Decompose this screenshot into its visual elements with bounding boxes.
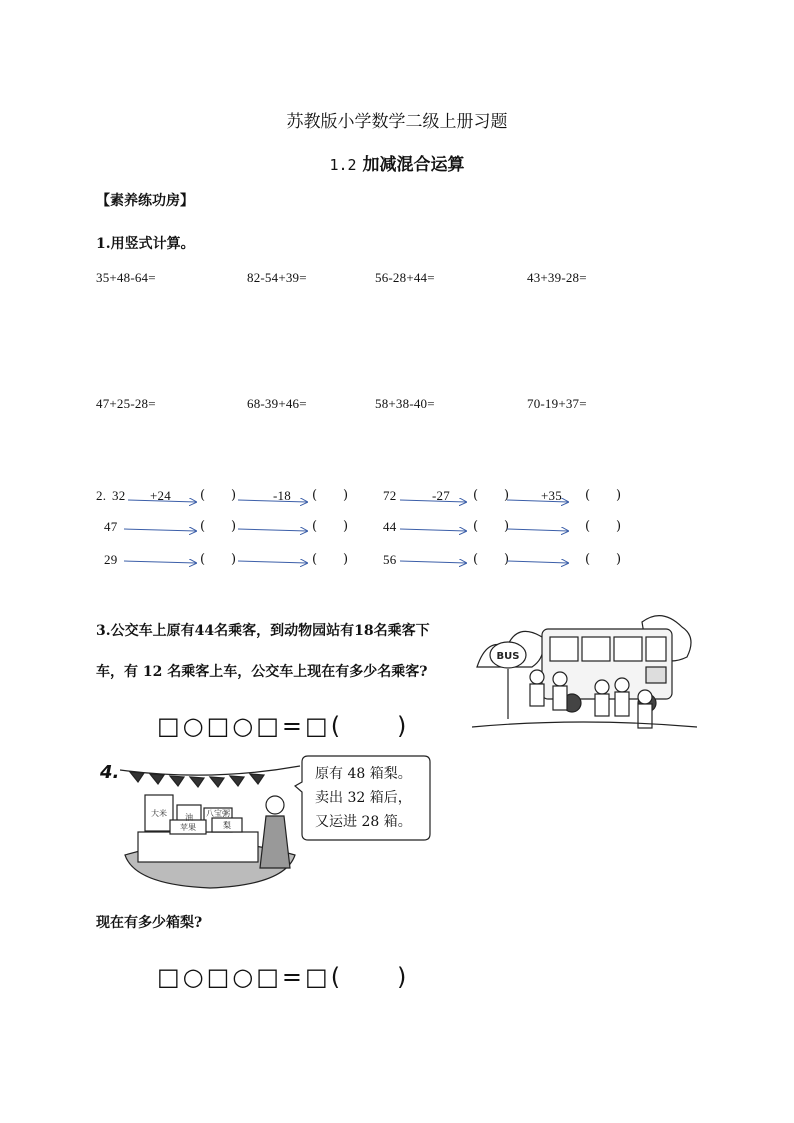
q2-start-number: 32 [112,488,126,503]
page-title: 苏教版小学数学二级上册习题 [286,112,508,132]
arrow [507,500,568,502]
q1-expr: 58+38-40= [375,396,435,411]
arrow [507,529,568,531]
box-label: 苹果 [180,823,196,832]
q1-expr: 70-19+37= [527,396,587,411]
q2-start-number: 56 [383,552,397,567]
arrow [124,561,196,563]
q3-text-line1: 3.公交车上原有44名乘客，到动物园站有18名乘客下 [96,623,430,639]
q3-answer-template: □○□○□=□( ) [157,712,410,740]
answer-blank-close: ) [616,519,622,534]
answer-blank-close: ) [343,552,349,567]
answer-blank-open: ( [200,552,206,567]
box-label: 油 [185,813,193,822]
box-label: 梨 [223,821,231,830]
arrow [507,561,568,563]
box-label: 八宝粥 [206,809,230,818]
q2-operator: +35 [541,488,562,503]
answer-blank-close: ) [231,519,237,534]
answer-blank-close: ) [616,488,622,503]
answer-blank-open: ( [473,519,479,534]
arrow [400,561,466,563]
answer-blank-open: ( [200,519,206,534]
q1-expr: 47+25-28= [96,396,156,411]
box-label: 大米 [151,809,167,818]
answer-blank-open: ( [473,552,479,567]
arrow [400,500,466,502]
q4-question: 现在有多少箱梨? [96,915,203,931]
arrow [124,529,196,531]
fruit-stall-illustration [120,760,305,890]
answer-blank-close: ) [231,488,237,503]
q1-expr: 82-54+39= [247,270,307,285]
q2-start-number: 29 [104,552,118,567]
answer-blank-open: ( [585,552,591,567]
q4-answer-template: □○□○□=□( ) [157,963,410,991]
bubble-line: 又运进 28 箱。 [315,814,412,830]
answer-blank-close: ) [231,552,237,567]
answer-blank-open: ( [585,488,591,503]
q2-operator: -18 [273,488,291,503]
lesson-name: 加减混合运算 [362,155,465,175]
section-label: 【素养练功房】 [96,193,194,209]
arrow [400,529,466,531]
q3-text-line2: 车，有 12 名乘客上车，公交车上现在有多少名乘客? [96,664,428,680]
bus-illustration [472,607,697,742]
bubble-line: 卖出 32 箱后， [315,790,412,806]
lesson-number: 1.2 [329,156,357,174]
bubble-line: 原有 48 箱梨。 [315,766,412,782]
q2-label: 2. [96,488,107,503]
answer-blank-open: ( [312,488,318,503]
answer-blank-close: ) [504,488,510,503]
arrow [238,500,307,502]
arrow [128,500,196,502]
q1-expr: 43+39-28= [527,270,587,285]
answer-blank-open: ( [312,552,318,567]
q4-number: 4. [100,762,120,783]
q1-expr: 35+48-64= [96,270,156,285]
q2-operator: -27 [432,488,450,503]
answer-blank-close: ) [504,552,510,567]
bus-sign-text: BUS [496,651,520,662]
q1-expr: 68-39+46= [247,396,307,411]
answer-blank-close: ) [343,519,349,534]
arrow [238,529,307,531]
bubble-text [315,762,412,834]
q2-start-number: 44 [383,519,397,534]
answer-blank-open: ( [200,488,206,503]
answer-blank-close: ) [504,519,510,534]
q2-start-number: 72 [383,488,397,503]
answer-blank-close: ) [343,488,349,503]
answer-blank-open: ( [473,488,479,503]
answer-blank-open: ( [585,519,591,534]
arrow [238,561,307,563]
q2-start-number: 47 [104,519,118,534]
q2-operator: +24 [150,488,171,503]
q1-label: 1.用竖式计算。 [96,236,195,252]
answer-blank-close: ) [616,552,622,567]
q1-expr: 56-28+44= [375,270,435,285]
answer-blank-open: ( [312,519,318,534]
